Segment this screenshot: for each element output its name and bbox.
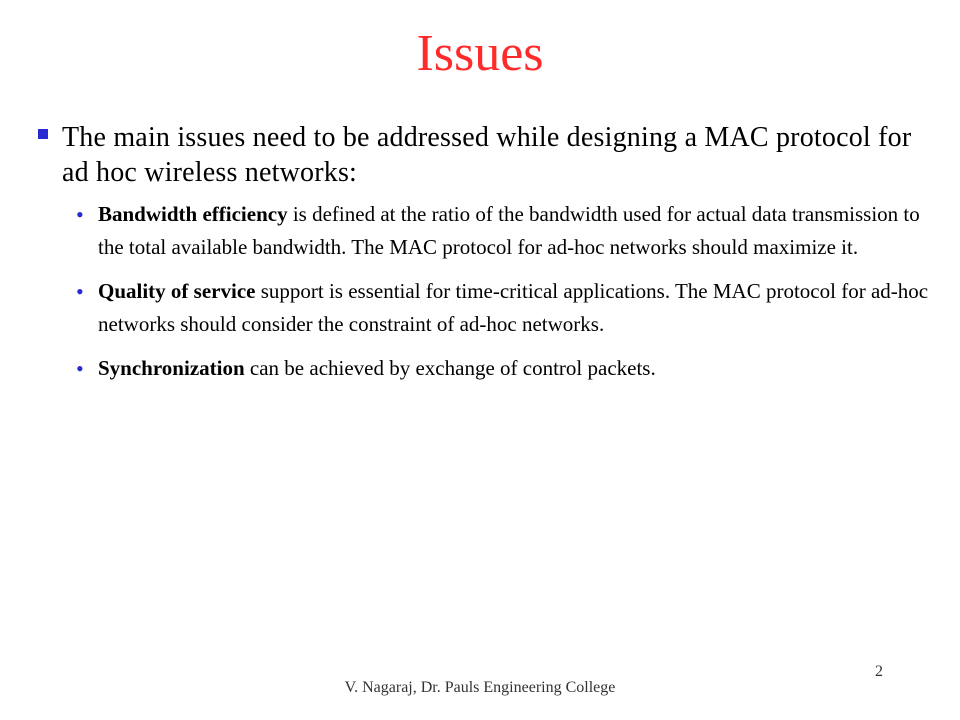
sub-bullet-list — [76, 198, 936, 396]
footer-text: V. Nagaraj, Dr. Pauls Engineering College — [344, 679, 616, 696]
sub-bullet-qos — [76, 275, 936, 341]
page-number: 2 — [875, 663, 883, 680]
square-bullet-icon — [38, 129, 48, 139]
dot-bullet-icon: • — [76, 202, 84, 227]
sub-bullet-term: Synchronization — [98, 356, 245, 380]
dot-bullet-icon: • — [76, 279, 84, 304]
sub-bullet-text: support is essential for time-critical applications. The MAC protocol for ad-hoc networks should consider the constraint of ad-hoc networks. — [98, 279, 929, 336]
sub-bullet-bandwidth — [76, 198, 936, 264]
sub-bullet-term: Bandwidth efficiency — [98, 202, 288, 226]
slide-title: Issues — [416, 25, 544, 82]
sub-bullet-synchronization — [76, 352, 936, 385]
sub-bullet-term: Quality of service — [98, 279, 256, 303]
main-bullet — [38, 120, 918, 190]
sub-bullet-text: can be achieved by exchange of control packets. — [244, 356, 656, 380]
main-bullet-text: The main issues need to be addressed while designing a MAC protocol for ad hoc wireless networks: — [62, 122, 912, 188]
dot-bullet-icon: • — [76, 356, 84, 381]
sub-bullet-text: is defined at the ratio of the bandwidth used for actual data transmission to the total available bandwidth. The MAC protocol for ad-hoc networks should maximize it. — [98, 202, 920, 259]
